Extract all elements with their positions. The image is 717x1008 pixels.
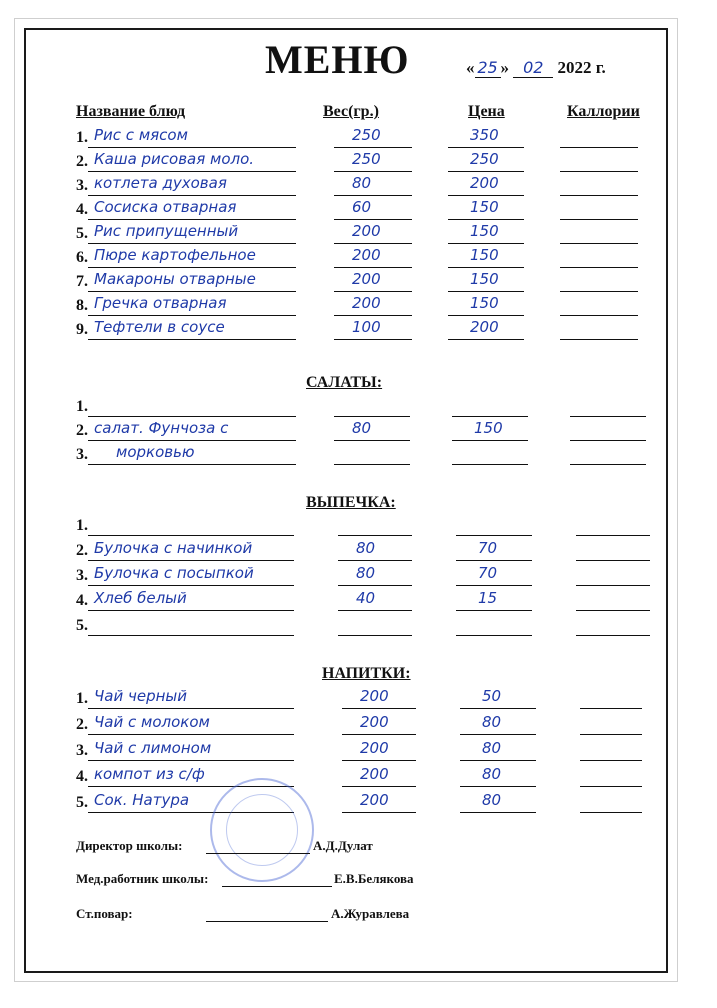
calories-underline <box>560 219 638 220</box>
header-price: Цена <box>468 103 505 120</box>
name-underline <box>88 464 296 465</box>
header-name: Название блюд <box>76 103 186 120</box>
dish-price: 150 <box>470 246 499 264</box>
dish-name: Пюре картофельное <box>94 246 256 264</box>
dish-weight: 200 <box>360 765 389 783</box>
row-number: 6. <box>76 249 88 266</box>
name-underline <box>88 171 296 172</box>
pastry-title: ВЫПЕЧКА: <box>306 494 396 511</box>
salads-title: САЛАТЫ: <box>306 374 383 391</box>
dish-price: 70 <box>478 539 498 557</box>
price-underline <box>452 416 528 417</box>
weight-underline <box>334 243 412 244</box>
row-number: 2. <box>76 153 88 170</box>
name-underline <box>88 267 296 268</box>
dish-price: 15 <box>478 589 498 607</box>
row-number: 4. <box>76 768 88 785</box>
row-number: 2. <box>76 422 88 439</box>
weight-underline <box>334 171 412 172</box>
weight-underline <box>334 219 412 220</box>
dish-weight: 200 <box>352 270 381 288</box>
dish-weight: 60 <box>352 198 372 216</box>
name-underline <box>88 635 294 636</box>
dish-weight: 100 <box>352 318 381 336</box>
date-month: 02 <box>513 58 553 78</box>
header-calories: Каллории <box>567 103 640 120</box>
price-underline <box>460 708 536 709</box>
signature-role: Мед.работник школы: <box>76 871 209 886</box>
row-number: 7. <box>76 273 88 290</box>
dish-name: котлета духовая <box>94 174 227 192</box>
price-underline <box>460 786 536 787</box>
dish-name: Булочка с начинкой <box>94 539 253 557</box>
dish-weight: 200 <box>352 246 381 264</box>
calories-underline <box>576 635 650 636</box>
dish-price: 200 <box>470 174 499 192</box>
calories-underline <box>560 243 638 244</box>
dish-name: Булочка с посыпкой <box>94 564 254 582</box>
price-underline <box>456 610 532 611</box>
name-underline <box>88 535 294 536</box>
dish-name: морковью <box>116 443 195 461</box>
name-underline <box>88 291 296 292</box>
price-underline <box>456 535 532 536</box>
price-underline <box>460 760 536 761</box>
weight-underline <box>334 464 410 465</box>
name-underline <box>88 147 296 148</box>
name-underline <box>88 560 294 561</box>
calories-underline <box>576 585 650 586</box>
price-underline <box>448 219 524 220</box>
dish-name: компот из с/ф <box>94 765 205 783</box>
row-number: 5. <box>76 617 88 634</box>
signature-line <box>206 853 310 854</box>
dish-price: 150 <box>474 419 503 437</box>
name-underline <box>88 195 296 196</box>
row-number: 3. <box>76 177 88 194</box>
row-number: 2. <box>76 542 88 559</box>
dish-name: Каша рисовая моло. <box>94 150 255 168</box>
price-underline <box>452 464 528 465</box>
name-underline <box>88 243 296 244</box>
weight-underline <box>342 786 416 787</box>
calories-underline <box>580 812 642 813</box>
dish-name: Рис с мясом <box>94 126 188 144</box>
name-underline <box>88 610 294 611</box>
price-underline <box>448 171 524 172</box>
weight-underline <box>334 195 412 196</box>
weight-underline <box>342 812 416 813</box>
date-day: 25 <box>475 58 501 78</box>
calories-underline <box>570 416 646 417</box>
dish-price: 350 <box>470 126 499 144</box>
dish-weight: 200 <box>360 687 389 705</box>
dish-name: Макароны отварные <box>94 270 256 288</box>
dish-name: Чай с молоком <box>94 713 210 731</box>
weight-underline <box>334 339 412 340</box>
weight-underline <box>338 610 412 611</box>
dish-weight: 200 <box>352 222 381 240</box>
dish-weight: 200 <box>352 294 381 312</box>
school-stamp <box>210 778 314 882</box>
dish-price: 80 <box>482 739 502 757</box>
weight-underline <box>334 267 412 268</box>
dish-weight: 80 <box>352 174 372 192</box>
dish-weight: 80 <box>356 564 376 582</box>
header-weight: Вес(гр.) <box>323 103 379 120</box>
dish-weight: 250 <box>352 126 381 144</box>
dish-name: Рис припущенный <box>94 222 239 240</box>
dish-price: 150 <box>470 270 499 288</box>
weight-underline <box>342 708 416 709</box>
calories-underline <box>560 171 638 172</box>
dish-weight: 200 <box>360 713 389 731</box>
calories-underline <box>580 786 642 787</box>
weight-underline <box>338 585 412 586</box>
calories-underline <box>560 315 638 316</box>
dish-price: 80 <box>482 791 502 809</box>
weight-underline <box>338 560 412 561</box>
name-underline <box>88 416 296 417</box>
calories-underline <box>560 267 638 268</box>
dish-weight: 80 <box>352 419 372 437</box>
row-number: 4. <box>76 201 88 218</box>
row-number: 9. <box>76 321 88 338</box>
row-number: 3. <box>76 567 88 584</box>
dish-price: 200 <box>470 318 499 336</box>
price-underline <box>456 635 532 636</box>
date-year: 2022 г. <box>557 58 606 77</box>
signature-name: А.Журавлева <box>331 906 410 921</box>
weight-underline <box>338 635 412 636</box>
calories-underline <box>576 610 650 611</box>
price-underline <box>460 812 536 813</box>
price-underline <box>448 339 524 340</box>
row-number: 4. <box>76 592 88 609</box>
signature-line <box>206 921 328 922</box>
price-underline <box>448 315 524 316</box>
row-number: 1. <box>76 517 88 534</box>
dish-name: Чай черный <box>94 687 188 705</box>
weight-underline <box>334 147 412 148</box>
dish-price: 70 <box>478 564 498 582</box>
calories-underline <box>560 339 638 340</box>
calories-underline <box>560 291 638 292</box>
dish-price: 80 <box>482 713 502 731</box>
dish-weight: 80 <box>356 539 376 557</box>
row-number: 5. <box>76 794 88 811</box>
price-underline <box>448 291 524 292</box>
name-underline <box>88 315 296 316</box>
weight-underline <box>334 416 410 417</box>
signature-line <box>222 886 332 887</box>
price-underline <box>448 243 524 244</box>
dish-name: Сосиска отварная <box>94 198 237 216</box>
row-number: 3. <box>76 446 88 463</box>
dish-price: 80 <box>482 765 502 783</box>
calories-underline <box>560 147 638 148</box>
price-underline <box>456 585 532 586</box>
row-number: 1. <box>76 398 88 415</box>
row-number: 1. <box>76 129 88 146</box>
dish-weight: 250 <box>352 150 381 168</box>
name-underline <box>88 440 296 441</box>
dish-price: 150 <box>470 222 499 240</box>
weight-underline <box>334 291 412 292</box>
price-underline <box>460 734 536 735</box>
name-underline <box>88 760 294 761</box>
calories-underline <box>580 708 642 709</box>
menu-date <box>466 58 606 78</box>
signature-name: А.Д.Дулат <box>313 838 373 853</box>
date-close-quote: » <box>500 58 509 77</box>
calories-underline <box>576 560 650 561</box>
weight-underline <box>342 760 416 761</box>
signature-name: Е.В.Белякова <box>334 871 414 886</box>
row-number: 3. <box>76 742 88 759</box>
dish-name: Сок. Натура <box>94 791 190 809</box>
dish-name: Тефтели в соусе <box>94 318 225 336</box>
row-number: 5. <box>76 225 88 242</box>
dish-name: Гречка отварная <box>94 294 227 312</box>
weight-underline <box>338 535 412 536</box>
name-underline <box>88 734 294 735</box>
price-underline <box>456 560 532 561</box>
price-underline <box>448 267 524 268</box>
name-underline <box>88 339 296 340</box>
calories-underline <box>580 760 642 761</box>
dish-weight: 200 <box>360 791 389 809</box>
calories-underline <box>570 464 646 465</box>
calories-underline <box>576 535 650 536</box>
dish-weight: 40 <box>356 589 376 607</box>
dish-name: Чай с лимоном <box>94 739 212 757</box>
weight-underline <box>334 440 410 441</box>
price-underline <box>448 195 524 196</box>
price-underline <box>448 147 524 148</box>
weight-underline <box>334 315 412 316</box>
dish-price: 150 <box>470 198 499 216</box>
calories-underline <box>570 440 646 441</box>
dish-price: 250 <box>470 150 499 168</box>
name-underline <box>88 708 294 709</box>
row-number: 8. <box>76 297 88 314</box>
row-number: 2. <box>76 716 88 733</box>
weight-underline <box>342 734 416 735</box>
page-title: МЕНЮ <box>265 37 410 82</box>
dish-name: Хлеб белый <box>94 589 187 607</box>
price-underline <box>452 440 528 441</box>
row-number: 1. <box>76 690 88 707</box>
dish-price: 150 <box>470 294 499 312</box>
name-underline <box>88 585 294 586</box>
signature-role: Директор школы: <box>76 838 183 853</box>
dish-price: 50 <box>482 687 502 705</box>
dish-name: салат. Фунчоза с <box>94 419 229 437</box>
calories-underline <box>580 734 642 735</box>
name-underline <box>88 219 296 220</box>
date-open-quote: « <box>466 58 475 77</box>
signature-role: Ст.повар: <box>76 906 133 921</box>
dish-weight: 200 <box>360 739 389 757</box>
calories-underline <box>560 195 638 196</box>
drinks-title: НАПИТКИ: <box>322 665 411 682</box>
